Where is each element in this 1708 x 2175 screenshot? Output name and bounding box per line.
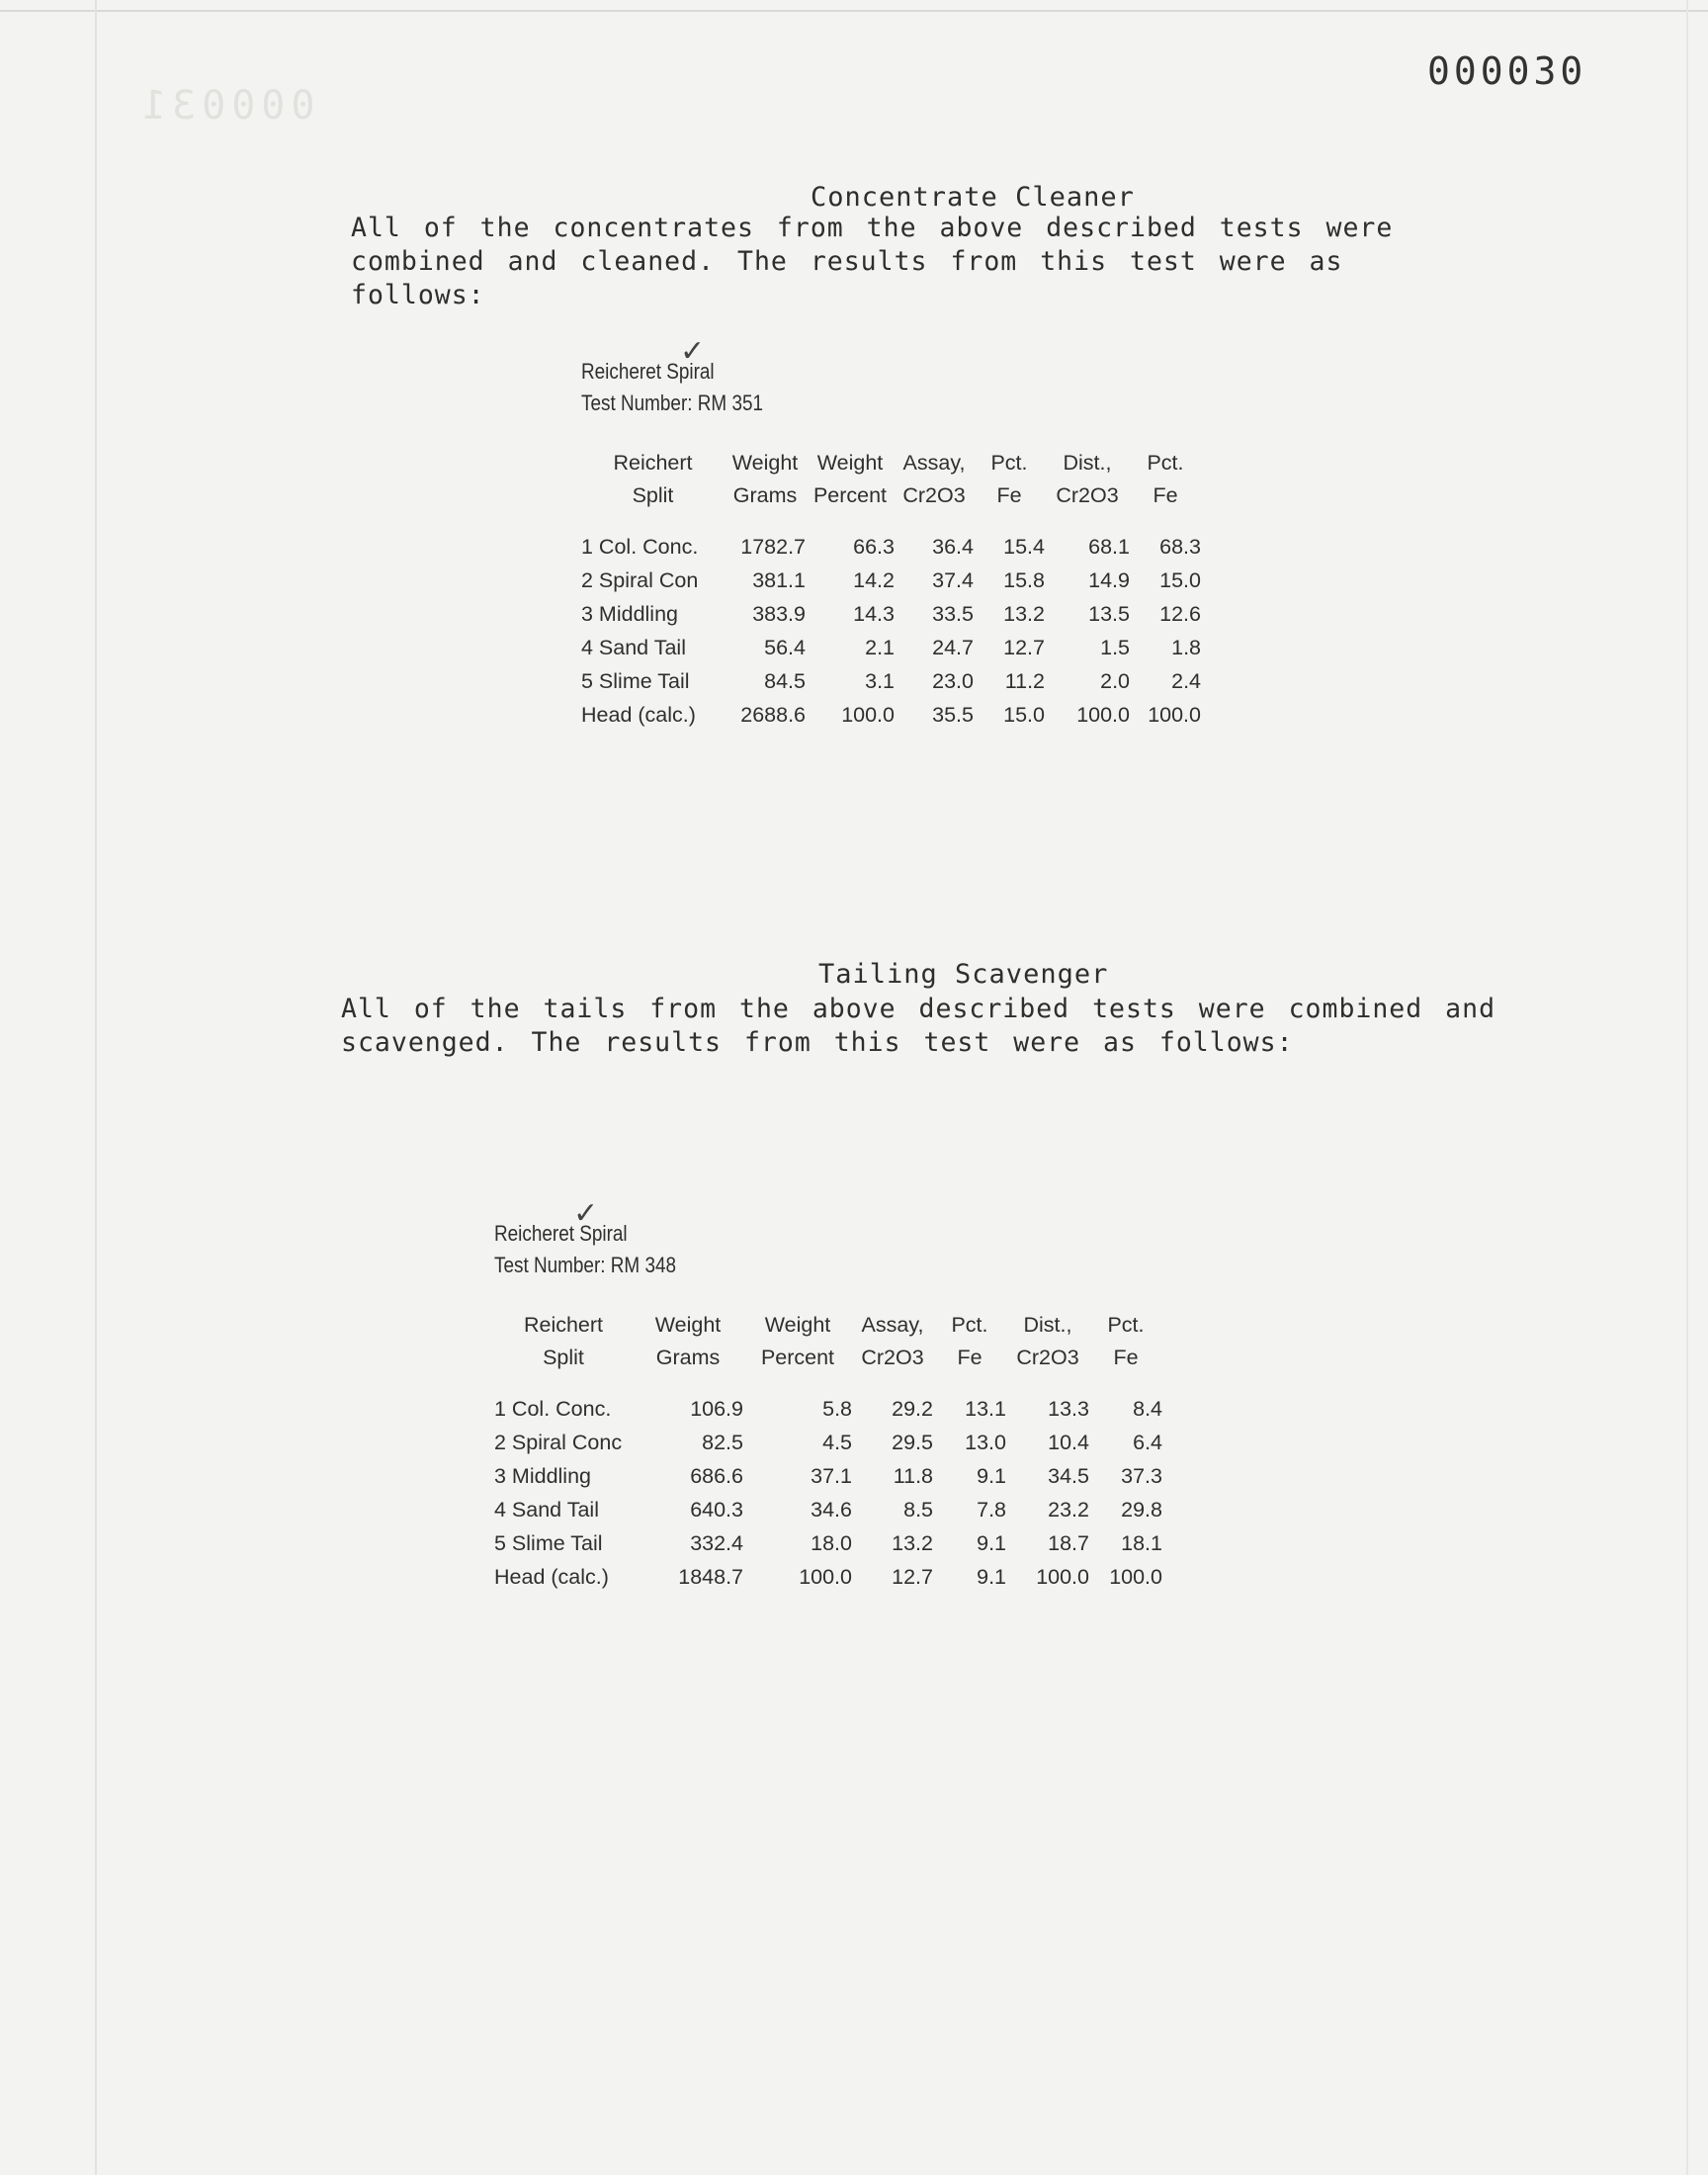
weight-grams: 381.1 [752, 568, 806, 592]
dist-cr2o3: 1.5 [1100, 636, 1130, 659]
assay-cr2o3: 35.5 [932, 703, 974, 727]
dist-cr2o3: 23.2 [1048, 1498, 1089, 1522]
weight-percent: 37.1 [811, 1464, 852, 1488]
dist-fe: 29.8 [1121, 1498, 1162, 1522]
weight-grams: 106.9 [690, 1397, 743, 1421]
weight-grams: 56.4 [764, 636, 806, 659]
column-header: Assay, Cr2O3 [902, 451, 966, 507]
dist-fe: 1.8 [1171, 636, 1201, 659]
column-header: Dist., Cr2O3 [1016, 1313, 1079, 1369]
column-header: Pct. Fe [951, 1313, 988, 1369]
column-header: Pct. Fe [1107, 1313, 1145, 1369]
split-name: 1 Col. Conc. [494, 1397, 612, 1421]
assay-fe: 15.0 [1003, 703, 1045, 727]
weight-grams: 686.6 [690, 1464, 743, 1488]
page-number: 000030 [1427, 49, 1587, 93]
test-number: Test Number: RM 351 [581, 391, 764, 415]
weight-percent: 100.0 [841, 703, 895, 727]
assay-cr2o3: 36.4 [932, 535, 974, 559]
assay-fe: 11.2 [1004, 669, 1045, 693]
table-row [581, 530, 1201, 564]
dist-cr2o3: 100.0 [1076, 703, 1130, 727]
table-row [581, 664, 1201, 698]
dist-fe: 37.3 [1121, 1464, 1162, 1488]
column-header: Pct. Fe [1147, 451, 1184, 507]
weight-percent: 66.3 [853, 535, 895, 559]
weight-percent: 2.1 [865, 636, 895, 659]
split-name: 5 Slime Tail [581, 669, 690, 693]
dist-fe: 100.0 [1148, 703, 1201, 727]
results-table [494, 1309, 1162, 1594]
table-row-head-calc [494, 1560, 1162, 1594]
column-header: Weight Percent [760, 1313, 835, 1369]
column-header: Weight Grams [654, 1313, 722, 1369]
assay-fe: 13.0 [965, 1431, 1006, 1454]
dist-fe: 12.6 [1159, 602, 1201, 626]
section-paragraph-tailing-scavenger [341, 993, 1495, 1060]
assay-cr2o3: 37.4 [932, 568, 974, 592]
page-edge-top [0, 10, 1708, 12]
dist-fe: 2.4 [1171, 669, 1201, 693]
table-row [581, 597, 1201, 631]
dist-cr2o3: 2.0 [1100, 669, 1130, 693]
paragraph-line: combined and cleaned. The results from this test were as [351, 246, 1343, 277]
assay-fe: 13.1 [965, 1397, 1006, 1421]
dist-fe: 18.1 [1121, 1531, 1162, 1555]
split-name: 2 Spiral Conc [494, 1431, 623, 1454]
assay-cr2o3: 24.7 [932, 636, 974, 659]
section-paragraph-concentrate-cleaner [351, 212, 1393, 312]
table-title: Reicheret Spiral [494, 1221, 628, 1246]
dist-cr2o3: 13.5 [1088, 602, 1130, 626]
weight-percent: 18.0 [811, 1531, 852, 1555]
assay-cr2o3: 23.0 [932, 669, 974, 693]
dist-fe: 15.0 [1159, 568, 1201, 592]
dist-fe: 68.3 [1159, 535, 1201, 559]
paragraph-line: scavenged. The results from this test were as follows: [341, 1027, 1294, 1058]
section-heading-concentrate-cleaner: Concentrate Cleaner [811, 182, 1135, 213]
weight-percent: 14.2 [853, 568, 895, 592]
paragraph-line: follows: [351, 280, 485, 310]
assay-cr2o3: 11.8 [893, 1464, 933, 1488]
split-name: 4 Sand Tail [494, 1498, 599, 1522]
column-header: Dist., Cr2O3 [1056, 451, 1119, 507]
assay-cr2o3: 29.2 [892, 1397, 933, 1421]
table-row [581, 564, 1201, 597]
weight-grams: 1848.7 [678, 1565, 743, 1589]
table-row [494, 1526, 1162, 1560]
dist-fe: 6.4 [1133, 1431, 1162, 1454]
split-name: 3 Middling [494, 1464, 591, 1488]
weight-grams: 640.3 [690, 1498, 743, 1522]
table-header-row [494, 1309, 1162, 1374]
weight-grams: 1782.7 [740, 535, 806, 559]
dist-cr2o3: 34.5 [1048, 1464, 1089, 1488]
weight-grams: 383.9 [752, 602, 806, 626]
table-row [581, 631, 1201, 664]
dist-cr2o3: 18.7 [1048, 1531, 1089, 1555]
assay-cr2o3: 12.7 [892, 1565, 933, 1589]
page-edge-right [1686, 0, 1688, 2175]
paragraph-line: All of the concentrates from the above described tests were [351, 213, 1394, 243]
weight-grams: 84.5 [764, 669, 806, 693]
dist-fe: 100.0 [1109, 1565, 1162, 1589]
assay-fe: 15.8 [1003, 568, 1045, 592]
table-row [494, 1459, 1162, 1493]
dist-cr2o3: 14.9 [1088, 568, 1130, 592]
split-name: 4 Sand Tail [581, 636, 686, 659]
weight-percent: 14.3 [853, 602, 895, 626]
split-name: Head (calc.) [494, 1565, 609, 1589]
bleed-through-page-number: 000031 [136, 83, 315, 129]
column-header: Weight Percent [812, 451, 888, 507]
split-name: Head (calc.) [581, 703, 696, 727]
assay-fe: 15.4 [1003, 535, 1045, 559]
assay-fe: 13.2 [1003, 602, 1045, 626]
weight-percent: 100.0 [799, 1565, 852, 1589]
assay-fe: 9.1 [977, 1531, 1006, 1555]
weight-grams: 332.4 [690, 1531, 743, 1555]
dist-cr2o3: 10.4 [1048, 1431, 1089, 1454]
table-row-head-calc [581, 698, 1201, 732]
dist-cr2o3: 13.3 [1048, 1397, 1089, 1421]
weight-percent: 4.5 [822, 1431, 852, 1454]
split-name: 5 Slime Tail [494, 1531, 603, 1555]
section-heading-tailing-scavenger: Tailing Scavenger [818, 959, 1109, 990]
table-row [494, 1426, 1162, 1459]
results-table-block-rm351 [581, 334, 1201, 732]
paragraph-line: All of the tails from the above described tests were combined and [341, 994, 1496, 1024]
page-edge-left [95, 0, 97, 2175]
column-header: Reichert Split [613, 451, 693, 507]
table-row [494, 1392, 1162, 1426]
weight-percent: 34.6 [811, 1498, 852, 1522]
split-name: 1 Col. Conc. [581, 535, 699, 559]
weight-percent: 3.1 [865, 669, 895, 693]
dist-cr2o3: 68.1 [1088, 535, 1130, 559]
assay-fe: 9.1 [977, 1464, 1006, 1488]
column-header: Weight Grams [731, 451, 799, 507]
weight-grams: 82.5 [702, 1431, 743, 1454]
assay-fe: 7.8 [977, 1498, 1006, 1522]
table-row [494, 1493, 1162, 1526]
dist-cr2o3: 100.0 [1036, 1565, 1089, 1589]
column-header: Reichert Split [523, 1313, 604, 1369]
weight-percent: 5.8 [822, 1397, 852, 1421]
weight-grams: 2688.6 [740, 703, 806, 727]
assay-fe: 12.7 [1003, 636, 1045, 659]
test-number: Test Number: RM 348 [494, 1253, 677, 1277]
assay-cr2o3: 33.5 [932, 602, 974, 626]
dist-fe: 8.4 [1133, 1397, 1162, 1421]
check-mark-icon: ✓ [573, 1196, 599, 1231]
table-title: Reicheret Spiral [581, 359, 715, 384]
assay-cr2o3: 8.5 [903, 1498, 933, 1522]
column-header: Assay, Cr2O3 [861, 1313, 924, 1369]
assay-cr2o3: 29.5 [892, 1431, 933, 1454]
split-name: 3 Middling [581, 602, 678, 626]
table-header-row [581, 447, 1201, 512]
check-mark-icon: ✓ [680, 334, 706, 369]
column-header: Pct. Fe [990, 451, 1028, 507]
assay-cr2o3: 13.2 [892, 1531, 933, 1555]
results-table [581, 447, 1201, 732]
results-table-block-rm348 [494, 1196, 1162, 1594]
assay-fe: 9.1 [977, 1565, 1006, 1589]
split-name: 2 Spiral Con [581, 568, 699, 592]
